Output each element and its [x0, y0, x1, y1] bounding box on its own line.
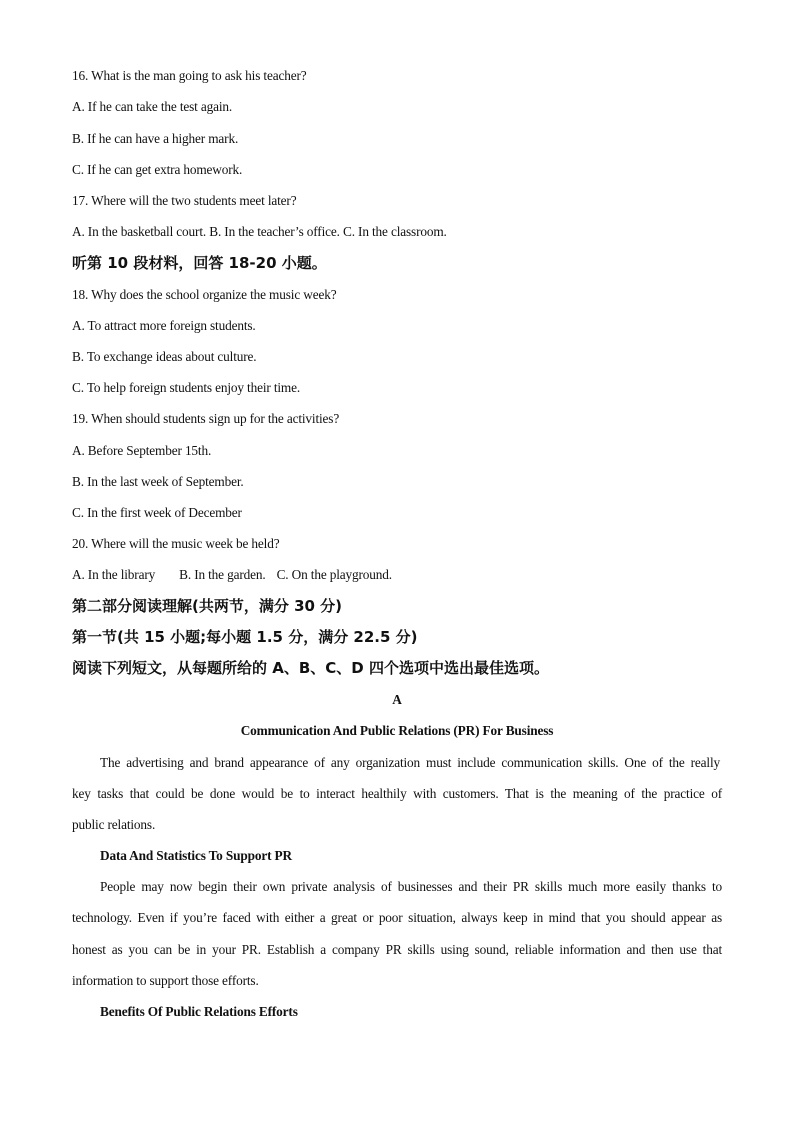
question-20: 20. Where will the music week be held?: [72, 536, 280, 551]
question-18-option-b: B. To exchange ideas about culture.: [72, 349, 257, 364]
subheading-data-statistics: Data And Statistics To Support PR: [100, 848, 292, 863]
question-18-option-a: A. To attract more foreign students.: [72, 318, 256, 333]
question-20-options: [72, 566, 392, 584]
instructions: 阅读下列短文，从每题所给的 A、B、C、D 四个选项中选出最佳选项。: [72, 659, 549, 677]
question-16: 16. What is the man going to ask his teacher?: [72, 68, 307, 83]
question-17: 17. Where will the two students meet later?: [72, 193, 297, 208]
question-16-option-c: C. If he can get extra homework.: [72, 162, 243, 177]
paragraph-2-line-3: honest as you can be in your PR. Establish a company PR skills using sound, reliable information and then use that: [72, 942, 722, 957]
question-18: 18. Why does the school organize the music week?: [72, 287, 337, 302]
question-16-option-b: B. If he can have a higher mark.: [72, 131, 239, 146]
section-10-heading: 听第 10 段材料，回答 18-20 小题。: [72, 254, 327, 272]
section-1-heading: 第一节(共 15 小题;每小题 1.5 分，满分 22.5 分): [72, 628, 418, 646]
part-2-heading: 第二部分阅读理解(共两节，满分 30 分): [72, 597, 343, 615]
paragraph-1-line-2: key tasks that could be done would be to interact healthily with customers. That is the meaning of the practice of: [72, 786, 722, 801]
question-18-option-c: C. To help foreign students enjoy their time.: [72, 380, 301, 395]
question-20-option-b: B. In the garden.: [179, 567, 266, 582]
paragraph-2-line-4: information to support those efforts.: [72, 973, 259, 988]
paragraph-2-line-2: technology. Even if you’re faced with either a great or poor situation, always keep in mind that you should appear as: [72, 910, 722, 925]
question-20-option-a: A. In the library: [72, 567, 156, 582]
question-19-option-a: A. Before September 15th.: [72, 443, 212, 458]
question-19-option-b: B. In the last week of September.: [72, 474, 244, 489]
paragraph-2-line-1: People may now begin their own private analysis of businesses and their PR skills much more easily thanks to: [100, 879, 722, 894]
passage-letter: A: [392, 692, 402, 707]
question-20-option-c: C. On the playground.: [276, 567, 392, 582]
question-16-option-a: A. If he can take the test again.: [72, 99, 233, 114]
passage-title: Communication And Public Relations (PR) For Business: [240, 723, 554, 738]
paragraph-1-line-1: The advertising and brand appearance of any organization must include communication skills. One of the really: [100, 755, 720, 770]
question-17-options: A. In the basketball court. B. In the teacher’s office. C. In the classroom.: [72, 224, 447, 239]
subheading-benefits: Benefits Of Public Relations Efforts: [100, 1004, 298, 1019]
question-19-option-c: C. In the first week of December: [72, 505, 242, 520]
question-19: 19. When should students sign up for the activities?: [72, 411, 340, 426]
paragraph-1-line-3: public relations.: [72, 817, 156, 832]
